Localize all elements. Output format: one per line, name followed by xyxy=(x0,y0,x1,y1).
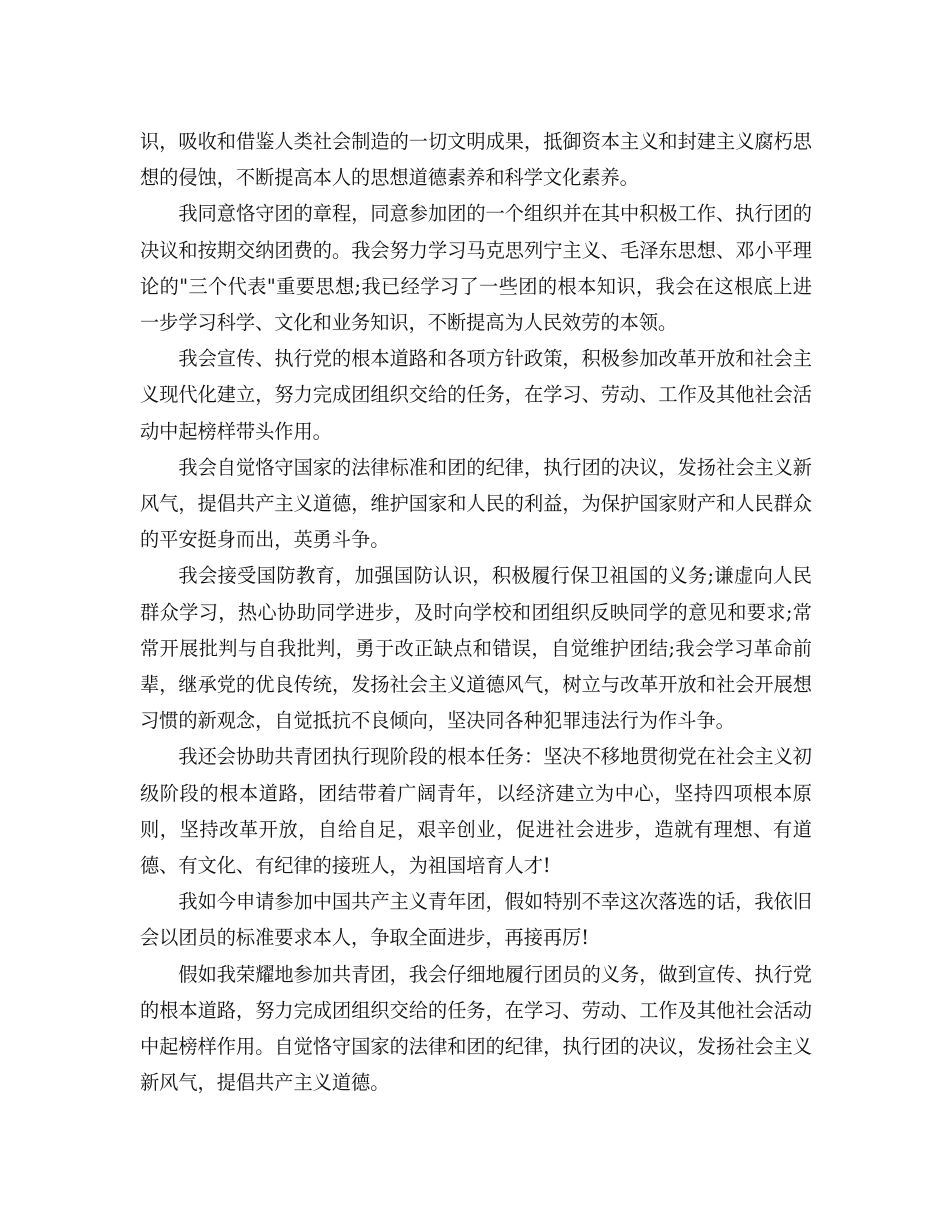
paragraph-8: 假如我荣耀地参加共青团，我会仔细地履行团员的义务，做到宣传、执行党的根本道路，努力完成团组织交给的任务，在学习、劳动、工作及其他社会活动中起榜样作用。自觉恪守国家的法律和团的纪律，执行团的决议，发扬社会主义新风气，提倡共产主义道德。 xyxy=(140,962,812,1095)
paragraph-4: 我会自觉恪守国家的法律标准和团的纪律，执行团的决议，发扬社会主义新风气，提倡共产主义道德，维护国家和人民的利益，为保护国家财产和人民群众的平安挺身而出，英勇斗争。 xyxy=(140,455,812,552)
paragraph-7: 我如今申请参加中国共产主义青年团，假如特别不幸这次落选的话，我依旧会以团员的标准要求本人，争取全面进步，再接再厉! xyxy=(140,890,812,950)
paragraph-6: 我还会协助共青团执行现阶段的根本任务：坚决不移地贯彻党在社会主义初级阶段的根本道路，团结带着广阔青年，以经济建立为中心，坚持四项根本原则，坚持改革开放，自给自足，艰辛创业，促进社会进步，造就有理想、有道德、有文化、有纪律的接班人，为祖国培育人才! xyxy=(140,745,812,878)
paragraph-2: 我同意恪守团的章程，同意参加团的一个组织并在其中积极工作、执行团的决议和按期交纳团费的。我会努力学习马克思列宁主义、毛泽东思想、邓小平理论的"三个代表"重要思想;我已经学习了一些团的根本知识，我会在这根底上进一步学习科学、文化和业务知识，不断提高为人民效劳的本领。 xyxy=(140,202,812,335)
paragraph-5: 我会接受国防教育，加强国防认识，积极履行保卫祖国的义务;谦虚向人民群众学习，热心协助同学进步，及时向学校和团组织反映同学的意见和要求;常常开展批判与自我批判，勇于改正缺点和错误，自觉维护团结;我会学习革命前辈，继承党的优良传统，发扬社会主义道德风气，树立与改革开放和社会开展想习惯的新观念，自觉抵抗不良倾向，坚决同各种犯罪违法行为作斗争。 xyxy=(140,564,812,733)
document-page xyxy=(140,124,812,1101)
paragraph-3: 我会宣传、执行党的根本道路和各项方针政策，积极参加改革开放和社会主义现代化建立，努力完成团组织交给的任务，在学习、劳动、工作及其他社会活动中起榜样带头作用。 xyxy=(140,347,812,443)
paragraph-1: 识，吸收和借鉴人类社会制造的一切文明成果，抵御资本主义和封建主义腐朽思想的侵蚀，不断提高本人的思想道德素养和科学文化素养。 xyxy=(140,130,812,190)
